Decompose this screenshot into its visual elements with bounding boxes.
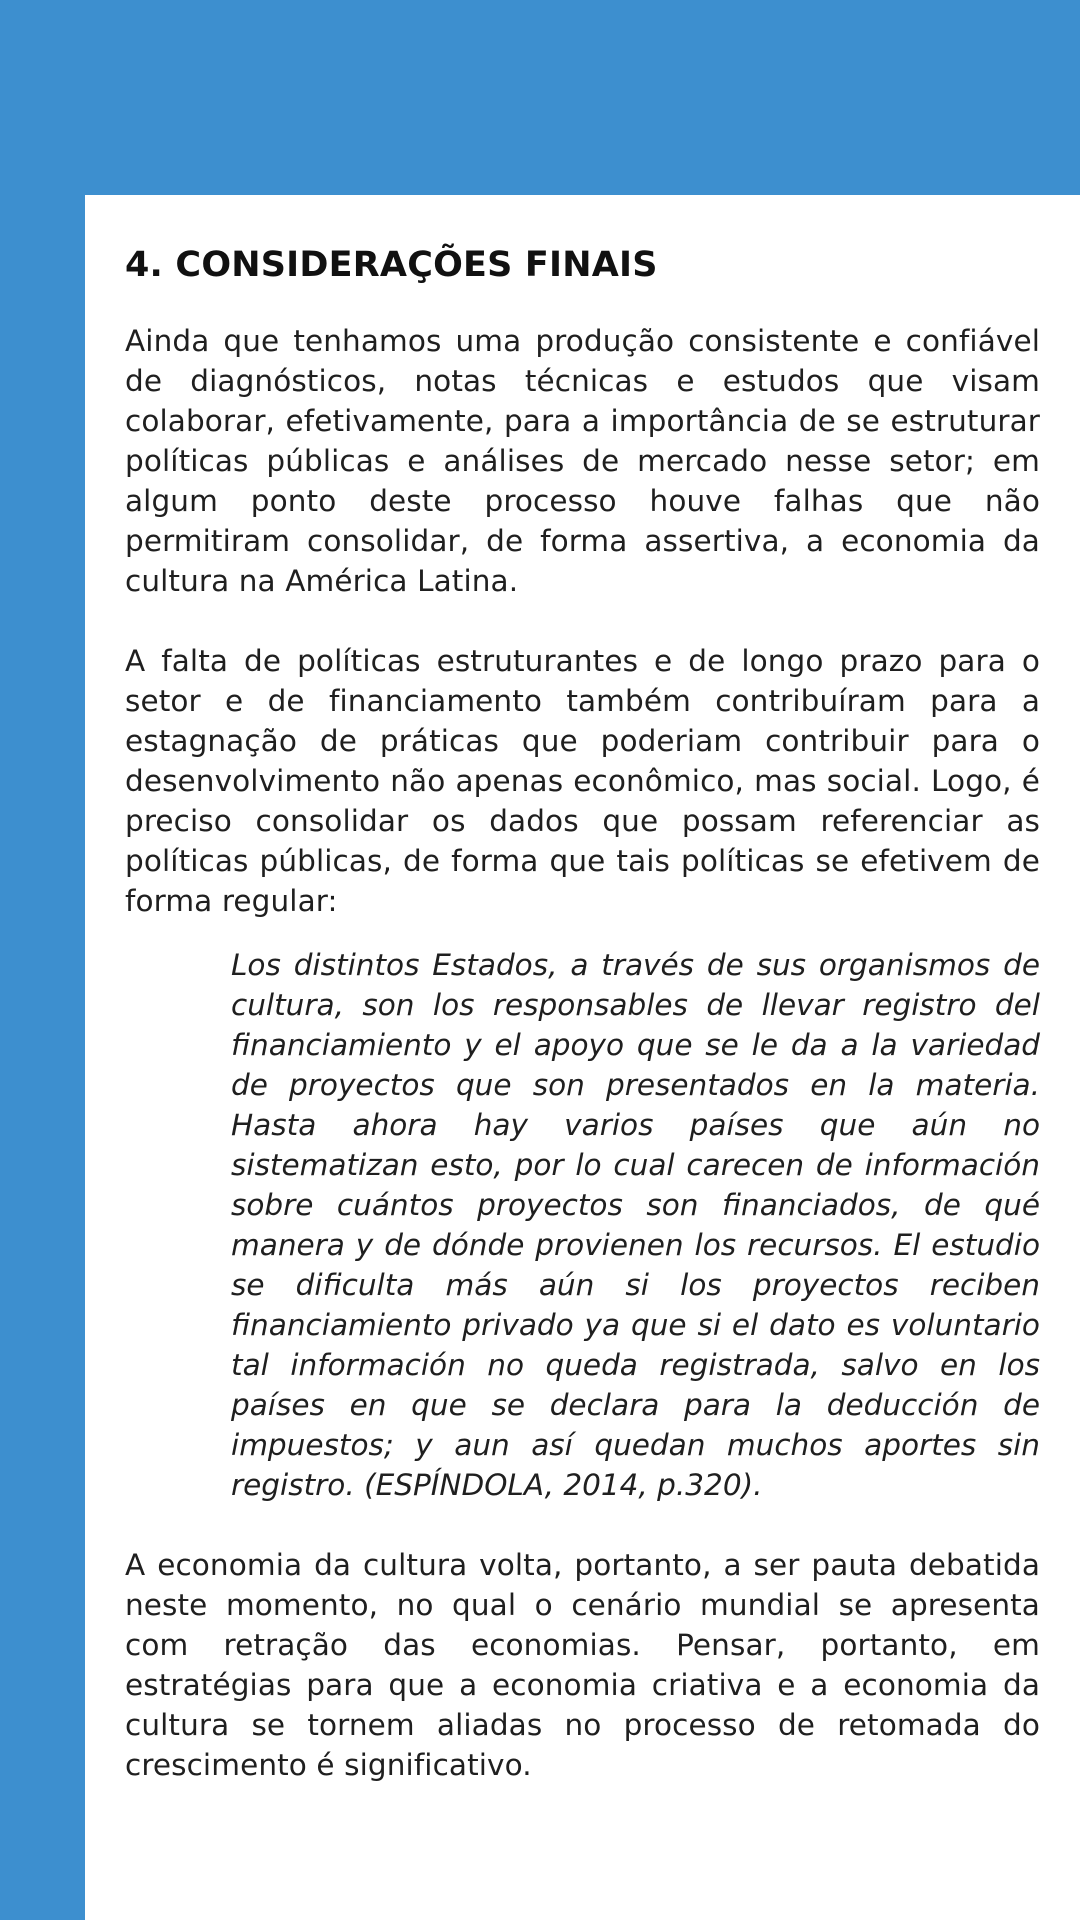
left-blue-band bbox=[0, 0, 85, 1920]
top-blue-band bbox=[0, 0, 1080, 195]
block-quote: Los distintos Estados, a través de sus organismos de cultura, son los responsables de llevar registro del financiamiento y el apoyo que se le da a la variedad de proyectos que son presentados en la materia. Hasta ahora hay varios países que aún no sistematizan esto, por lo cual carecen de información sobre cuántos proyectos son financiados, de qué manera y de dónde provienen los recursos. El estudio se dificulta más aún si los proyectos reciben financiamiento privado ya que si el dato es voluntario tal información no queda registrada, salvo en los países en que se declara para la deducción de impuestos; y aun así quedan muchos aportes sin registro. (ESPÍNDOLA, 2014, p.320). bbox=[231, 948, 1040, 1502]
paragraph-1: Ainda que tenhamos uma produção consistente e confiável de diagnósticos, notas técnicas e estudos que visam colaborar, efetivamente, para a importância de se estruturar políticas públicas e análises de mercado nesse setor; em algum ponto deste processo houve falhas que não permitiram consolidar, de forma assertiva, a economia da cultura na América Latina. bbox=[125, 324, 1040, 598]
paragraph-2: A falta de políticas estruturantes e de longo prazo para o setor e de financiamento também contribuíram para a estagnação de práticas que poderiam contribuir para o desenvolvimento não apenas econômico, mas social. Logo, é preciso consolidar os dados que possam referenciar as políticas públicas, de forma que tais políticas se efetivem de forma regular: bbox=[125, 644, 1040, 918]
closing-paragraph: A economia da cultura volta, portanto, a ser pauta debatida neste momento, no qual o cenário mundial se apresenta com retração das economias. Pensar, portanto, em estratégias para que a economia criativa e a economia da cultura se tornem aliadas no processo de retomada do crescimento é significativo. bbox=[125, 1548, 1040, 1782]
section-title: 4. CONSIDERAÇÕES FINAIS bbox=[125, 245, 658, 285]
document-page bbox=[85, 195, 1080, 1920]
page-content bbox=[125, 245, 1040, 1825]
